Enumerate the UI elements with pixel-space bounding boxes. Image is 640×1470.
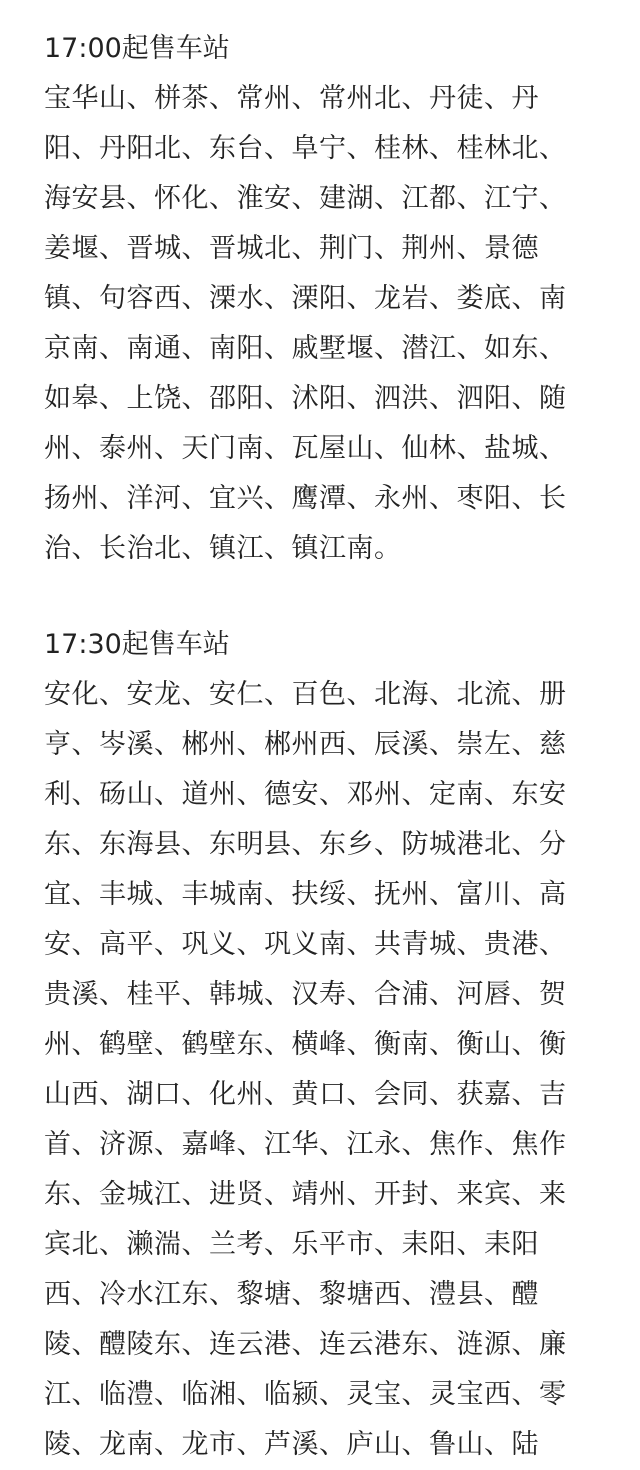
station-line: 陵、醴陵东、连云港、连云港东、涟源、廉: [44, 1329, 567, 1360]
station-line: 陵、龙南、龙市、芦溪、庐山、鲁山、陆: [44, 1429, 539, 1460]
station-line: 首、济源、嘉峰、江华、江永、焦作、焦作: [44, 1129, 567, 1160]
station-line: 扬州、洋河、宜兴、鹰潭、永州、枣阳、长: [44, 483, 567, 514]
station-line: 姜堰、晋城、晋城北、荆门、荆州、景德: [44, 233, 539, 264]
section-1730: [44, 620, 604, 1470]
station-line: 江、临澧、临湘、临颍、灵宝、灵宝西、零: [44, 1379, 567, 1410]
station-line: 安化、安龙、安仁、百色、北海、北流、册: [44, 679, 567, 710]
station-line: 亨、岑溪、郴州、郴州西、辰溪、崇左、慈: [44, 729, 567, 760]
station-line: 镇、句容西、溧水、溧阳、龙岩、娄底、南: [44, 283, 567, 314]
station-line: 海安县、怀化、淮安、建湖、江都、江宁、: [44, 183, 567, 214]
station-line: 京南、南通、南阳、戚墅堰、潜江、如东、: [44, 333, 567, 364]
section-heading: 17:00起售车站: [44, 33, 230, 64]
station-line: 州、泰州、天门南、瓦屋山、仙林、盐城、: [44, 433, 567, 464]
station-line: 利、砀山、道州、德安、邓州、定南、东安: [44, 779, 567, 810]
station-line: 州、鹤壁、鹤壁东、横峰、衡南、衡山、衡: [44, 1029, 567, 1060]
station-line: 东、金城江、进贤、靖州、开封、来宾、来: [44, 1179, 567, 1210]
station-line: 宾北、濑湍、兰考、乐平市、耒阳、耒阳: [44, 1229, 539, 1260]
station-line: 宜、丰城、丰城南、扶绥、抚州、富川、高: [44, 879, 567, 910]
section-heading: 17:30起售车站: [44, 629, 230, 660]
section-1700: [44, 24, 604, 574]
station-line: 贵溪、桂平、韩城、汉寿、合浦、河唇、贺: [44, 979, 567, 1010]
station-line: 宝华山、栟茶、常州、常州北、丹徒、丹: [44, 83, 539, 114]
station-line: 东、东海县、东明县、东乡、防城港北、分: [44, 829, 567, 860]
station-line: 安、高平、巩义、巩义南、共青城、贵港、: [44, 929, 567, 960]
station-line: 治、长治北、镇江、镇江南。: [44, 533, 402, 564]
station-line: 如皋、上饶、邵阳、沭阳、泗洪、泗阳、随: [44, 383, 567, 414]
station-line: 西、冷水江东、黎塘、黎塘西、澧县、醴: [44, 1279, 539, 1310]
station-line: 山西、湖口、化州、黄口、会同、获嘉、吉: [44, 1079, 567, 1110]
station-line: 阳、丹阳北、东台、阜宁、桂林、桂林北、: [44, 133, 567, 164]
